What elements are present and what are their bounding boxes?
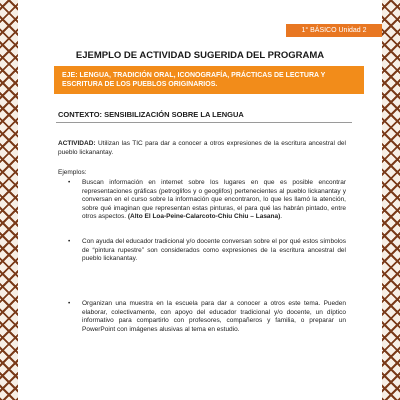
page-title: EJEMPLO DE ACTIVIDAD SUGERIDA DEL PROGRAMA [75, 50, 325, 61]
activity-label: ACTIVIDAD: [58, 140, 96, 147]
grade-unit-badge: 1° BÁSICO Unidad 2 [286, 24, 382, 37]
activity-paragraph [58, 140, 346, 157]
examples-label: Ejemplos: [58, 169, 87, 176]
bullet-icon: • [68, 238, 71, 245]
decorative-border-right [382, 0, 400, 400]
decorative-border-left [0, 0, 18, 400]
list-item [68, 179, 346, 222]
list-item-text-end: . [280, 213, 283, 220]
list-item [68, 300, 346, 334]
bullet-icon: • [68, 300, 71, 307]
list-item-text: Con ayuda del educador tradicional y/o docente conversan sobre el por qué estos símbolos de “pintura rupestre” son considerados como expresiones de la escritura ancestral del pueblo lickanantay. [82, 238, 346, 262]
context-divider [56, 122, 352, 123]
activity-text: Utilizan las TIC para dar a conocer a otros expresiones de la escritura ancestral del pueblo lickanantay. [58, 140, 346, 156]
list-item-text: Organizan una muestra en la escuela para dar a conocer a otros este tema. Pueden elaborar, colectivamente, con apoyo del educador tradicional y/o docente, un díptico informativo para compartirlo con profesores, compañeros y familia, o preparar un PowerPoint con imágenes alusivas al tema en estudio. [82, 300, 346, 333]
axis-banner: EJE: LENGUA, TRADICIÓN ORAL, ICONOGRAFÍA, PRÁCTICAS DE LECTURA Y ESCRITURA DE LOS PUEBLOS ORIGINARIOS. [54, 66, 364, 94]
list-item-bold-text: (Alto El Loa-Peine-Calarcoto-Chiu Chiu – Lasana) [127, 213, 281, 220]
bullet-icon: • [68, 179, 71, 186]
list-item-text: Buscan información en internet sobre los lugares en que es posible encontrar representaciones gráficas (petroglifos y o geoglifos) pertenecientes al pueblo lickanantay y conversan en el curso sobre la información que encontraron, lo que les llamó la atención, sobre qué imaginan que representan estas pinturas, el para qué las habrán pintado, entre otros aspectos. [82, 179, 346, 220]
list-item [68, 238, 346, 264]
context-heading: CONTEXTO: SENSIBILIZACIÓN SOBRE LA LENGUA [58, 110, 244, 119]
